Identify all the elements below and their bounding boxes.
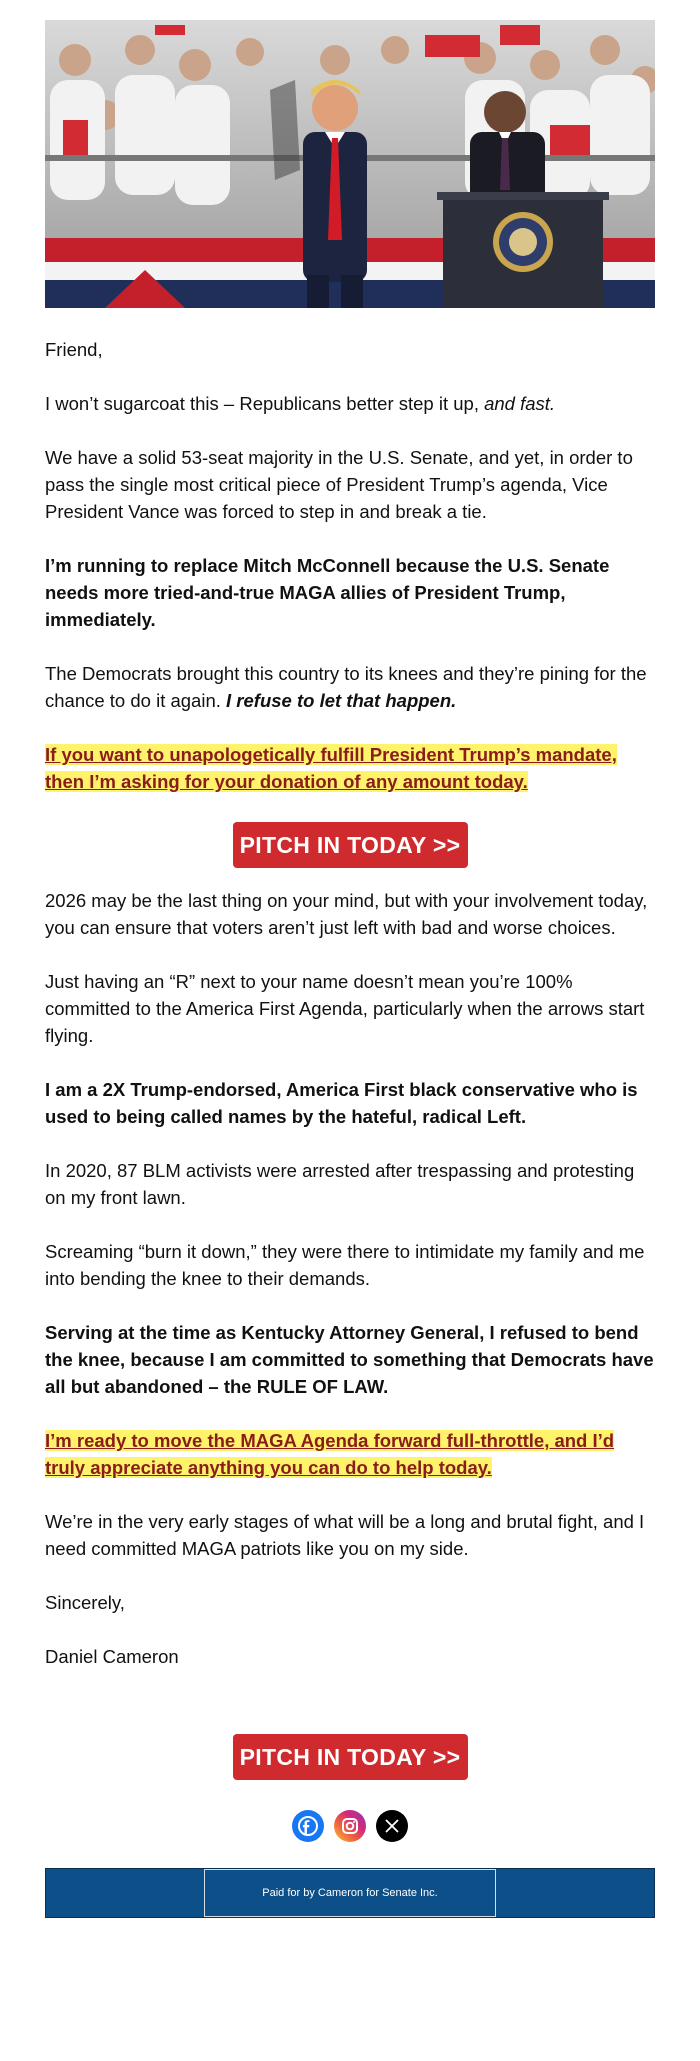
paragraph-majority: We have a solid 53-seat majority in the U.S. Senate, and yet, in order to pass the single most critical piece of President Trump’s agenda, Vice President Vance was forced to step in and break a tie. (45, 447, 633, 522)
donation-link-1[interactable]: If you want to unapologetically fulfill President Trump’s mandate, then I’m asking for your donation of any amount today. (45, 744, 617, 792)
facebook-icon[interactable] (292, 1810, 324, 1842)
sign-off: Sincerely, (45, 1592, 125, 1613)
paragraph-endorsed: I am a 2X Trump-endorsed, America First black conservative who is used to being called names by the hateful, radical Left. (45, 1079, 638, 1127)
paragraph-r-next-to-name: Just having an “R” next to your name doesn’t mean you’re 100% committed to the America First Agenda, particularly when the arrows start flying. (45, 971, 645, 1046)
democrats-text: The Democrats brought this country to its knees and they’re pining for the chance to do it again. (45, 663, 647, 711)
signature: Daniel Cameron (45, 1646, 179, 1667)
social-links (45, 1810, 655, 1844)
pitch-in-button-2[interactable]: PITCH IN TODAY >> (233, 1734, 468, 1780)
paragraph-burn-it-down: Screaming “burn it down,” they were there to intimidate my family and me into bending the knee to their demands. (45, 1241, 645, 1289)
paid-for-by: Paid for by Cameron for Senate Inc. (204, 1869, 496, 1917)
instagram-icon[interactable] (334, 1810, 366, 1842)
paragraph-intro (45, 390, 655, 417)
hero-illustration (45, 20, 655, 308)
paragraph-democrats (45, 660, 655, 714)
email-body (45, 20, 655, 1899)
intro-text: I won’t sugarcoat this – Republicans better step it up, (45, 393, 485, 414)
intro-emphasis: and fast. (484, 393, 556, 414)
donation-link-paragraph-2 (45, 1427, 655, 1481)
x-icon[interactable] (376, 1810, 408, 1842)
donation-link-2[interactable]: I’m ready to move the MAGA Agenda forward full-throttle, and I’d truly appreciate anything you can do to help today. (45, 1430, 615, 1478)
paragraph-early-stages: We’re in the very early stages of what will be a long and brutal fight, and I need committed MAGA patriots like you on my side. (45, 1511, 645, 1559)
refuse-emphasis: I refuse to let that happen. (226, 690, 457, 711)
button-row-2 (45, 1734, 655, 1780)
greeting: Friend, (45, 339, 103, 360)
paragraph-running: I’m running to replace Mitch McConnell because the U.S. Senate needs more tried-and-true MAGA allies of President Trump, immediately. (45, 555, 610, 630)
paragraph-2026: 2026 may be the last thing on your mind, but with your involvement today, you can ensure that voters aren’t just left with bad and worse choices. (45, 890, 648, 938)
donation-link-paragraph (45, 741, 655, 795)
hero-photo (45, 20, 655, 308)
button-row-1 (45, 822, 655, 868)
paragraph-attorney-general: Serving at the time as Kentucky Attorney General, I refused to bend the knee, because I am committed to something that Democrats have all but abandoned – the RULE OF LAW. (45, 1322, 654, 1397)
paragraph-blm: In 2020, 87 BLM activists were arrested after trespassing and protesting on my front lawn. (45, 1160, 635, 1208)
pitch-in-button-1[interactable]: PITCH IN TODAY >> (233, 822, 468, 868)
footer-bar (45, 1868, 655, 1918)
